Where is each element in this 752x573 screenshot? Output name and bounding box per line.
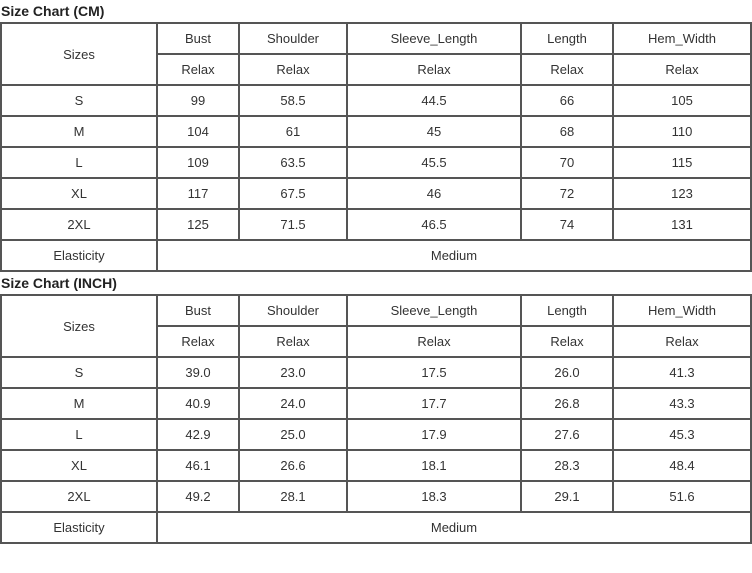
- table-cell: 17.7: [347, 388, 521, 419]
- table-row: [1, 357, 751, 388]
- column-header-bust: Bust: [157, 295, 239, 326]
- table-cell: 46.5: [347, 209, 521, 240]
- size-chart-inch-title: Size Chart (INCH): [1, 275, 117, 291]
- table-row: [1, 85, 751, 116]
- table-cell: 104: [157, 116, 239, 147]
- size-label: XL: [1, 178, 157, 209]
- table-cell: 67.5: [239, 178, 347, 209]
- table-cell: 46.1: [157, 450, 239, 481]
- fit-cell: Relax: [347, 54, 521, 85]
- table-cell: 45.5: [347, 147, 521, 178]
- table-cell: 26.6: [239, 450, 347, 481]
- table-cell: 46: [347, 178, 521, 209]
- table-row: [1, 147, 751, 178]
- fit-cell: Relax: [347, 326, 521, 357]
- header-row: [1, 23, 751, 54]
- table-cell: 99: [157, 85, 239, 116]
- fit-cell: Relax: [521, 54, 613, 85]
- elasticity-value: Medium: [157, 512, 751, 543]
- size-label: 2XL: [1, 209, 157, 240]
- table-cell: 45: [347, 116, 521, 147]
- table-cell: 17.9: [347, 419, 521, 450]
- sizes-header: Sizes: [1, 295, 157, 357]
- table-cell: 71.5: [239, 209, 347, 240]
- table-cell: 117: [157, 178, 239, 209]
- size-label: M: [1, 388, 157, 419]
- size-chart-cm-table: [0, 22, 752, 272]
- table-cell: 39.0: [157, 357, 239, 388]
- table-cell: 123: [613, 178, 751, 209]
- fit-cell: Relax: [521, 326, 613, 357]
- table-row: [1, 481, 751, 512]
- table-cell: 23.0: [239, 357, 347, 388]
- size-label: M: [1, 116, 157, 147]
- size-label: 2XL: [1, 481, 157, 512]
- column-header-length: Length: [521, 295, 613, 326]
- table-cell: 68: [521, 116, 613, 147]
- table-cell: 74: [521, 209, 613, 240]
- table-cell: 58.5: [239, 85, 347, 116]
- table-cell: 70: [521, 147, 613, 178]
- table-cell: 72: [521, 178, 613, 209]
- elasticity-value: Medium: [157, 240, 751, 271]
- table-cell: 18.3: [347, 481, 521, 512]
- table-cell: 49.2: [157, 481, 239, 512]
- elasticity-row: [1, 512, 751, 543]
- table-cell: 27.6: [521, 419, 613, 450]
- table-cell: 48.4: [613, 450, 751, 481]
- table-row: [1, 419, 751, 450]
- table-row: [1, 116, 751, 147]
- table-row: [1, 450, 751, 481]
- size-label: L: [1, 419, 157, 450]
- elasticity-label: Elasticity: [1, 512, 157, 543]
- fit-cell: Relax: [157, 326, 239, 357]
- table-cell: 43.3: [613, 388, 751, 419]
- column-header-shoulder: Shoulder: [239, 295, 347, 326]
- size-label: XL: [1, 450, 157, 481]
- table-cell: 41.3: [613, 357, 751, 388]
- table-cell: 28.3: [521, 450, 613, 481]
- column-header-bust: Bust: [157, 23, 239, 54]
- table-cell: 26.0: [521, 357, 613, 388]
- elasticity-label: Elasticity: [1, 240, 157, 271]
- fit-cell: Relax: [239, 54, 347, 85]
- table-cell: 105: [613, 85, 751, 116]
- table-cell: 24.0: [239, 388, 347, 419]
- table-cell: 44.5: [347, 85, 521, 116]
- size-label: S: [1, 357, 157, 388]
- table-cell: 63.5: [239, 147, 347, 178]
- elasticity-row: [1, 240, 751, 271]
- column-header-hem-width: Hem_Width: [613, 295, 751, 326]
- table-cell: 45.3: [613, 419, 751, 450]
- table-row: [1, 388, 751, 419]
- table-cell: 110: [613, 116, 751, 147]
- table-cell: 29.1: [521, 481, 613, 512]
- column-header-sleeve-length: Sleeve_Length: [347, 23, 521, 54]
- fit-cell: Relax: [239, 326, 347, 357]
- table-cell: 51.6: [613, 481, 751, 512]
- fit-cell: Relax: [157, 54, 239, 85]
- table-cell: 66: [521, 85, 613, 116]
- table-cell: 25.0: [239, 419, 347, 450]
- fit-cell: Relax: [613, 54, 751, 85]
- table-cell: 18.1: [347, 450, 521, 481]
- column-header-hem-width: Hem_Width: [613, 23, 751, 54]
- table-cell: 40.9: [157, 388, 239, 419]
- size-label: L: [1, 147, 157, 178]
- table-cell: 131: [613, 209, 751, 240]
- table-cell: 17.5: [347, 357, 521, 388]
- table-cell: 115: [613, 147, 751, 178]
- fit-cell: Relax: [613, 326, 751, 357]
- column-header-sleeve-length: Sleeve_Length: [347, 295, 521, 326]
- size-chart-cm-title: Size Chart (CM): [1, 3, 105, 19]
- table-cell: 42.9: [157, 419, 239, 450]
- table-row: [1, 209, 751, 240]
- table-row: [1, 178, 751, 209]
- column-header-shoulder: Shoulder: [239, 23, 347, 54]
- table-cell: 61: [239, 116, 347, 147]
- table-cell: 125: [157, 209, 239, 240]
- table-cell: 28.1: [239, 481, 347, 512]
- size-label: S: [1, 85, 157, 116]
- column-header-length: Length: [521, 23, 613, 54]
- sizes-header: Sizes: [1, 23, 157, 85]
- size-chart-inch-table: [0, 294, 752, 544]
- table-cell: 109: [157, 147, 239, 178]
- header-row: [1, 295, 751, 326]
- table-cell: 26.8: [521, 388, 613, 419]
